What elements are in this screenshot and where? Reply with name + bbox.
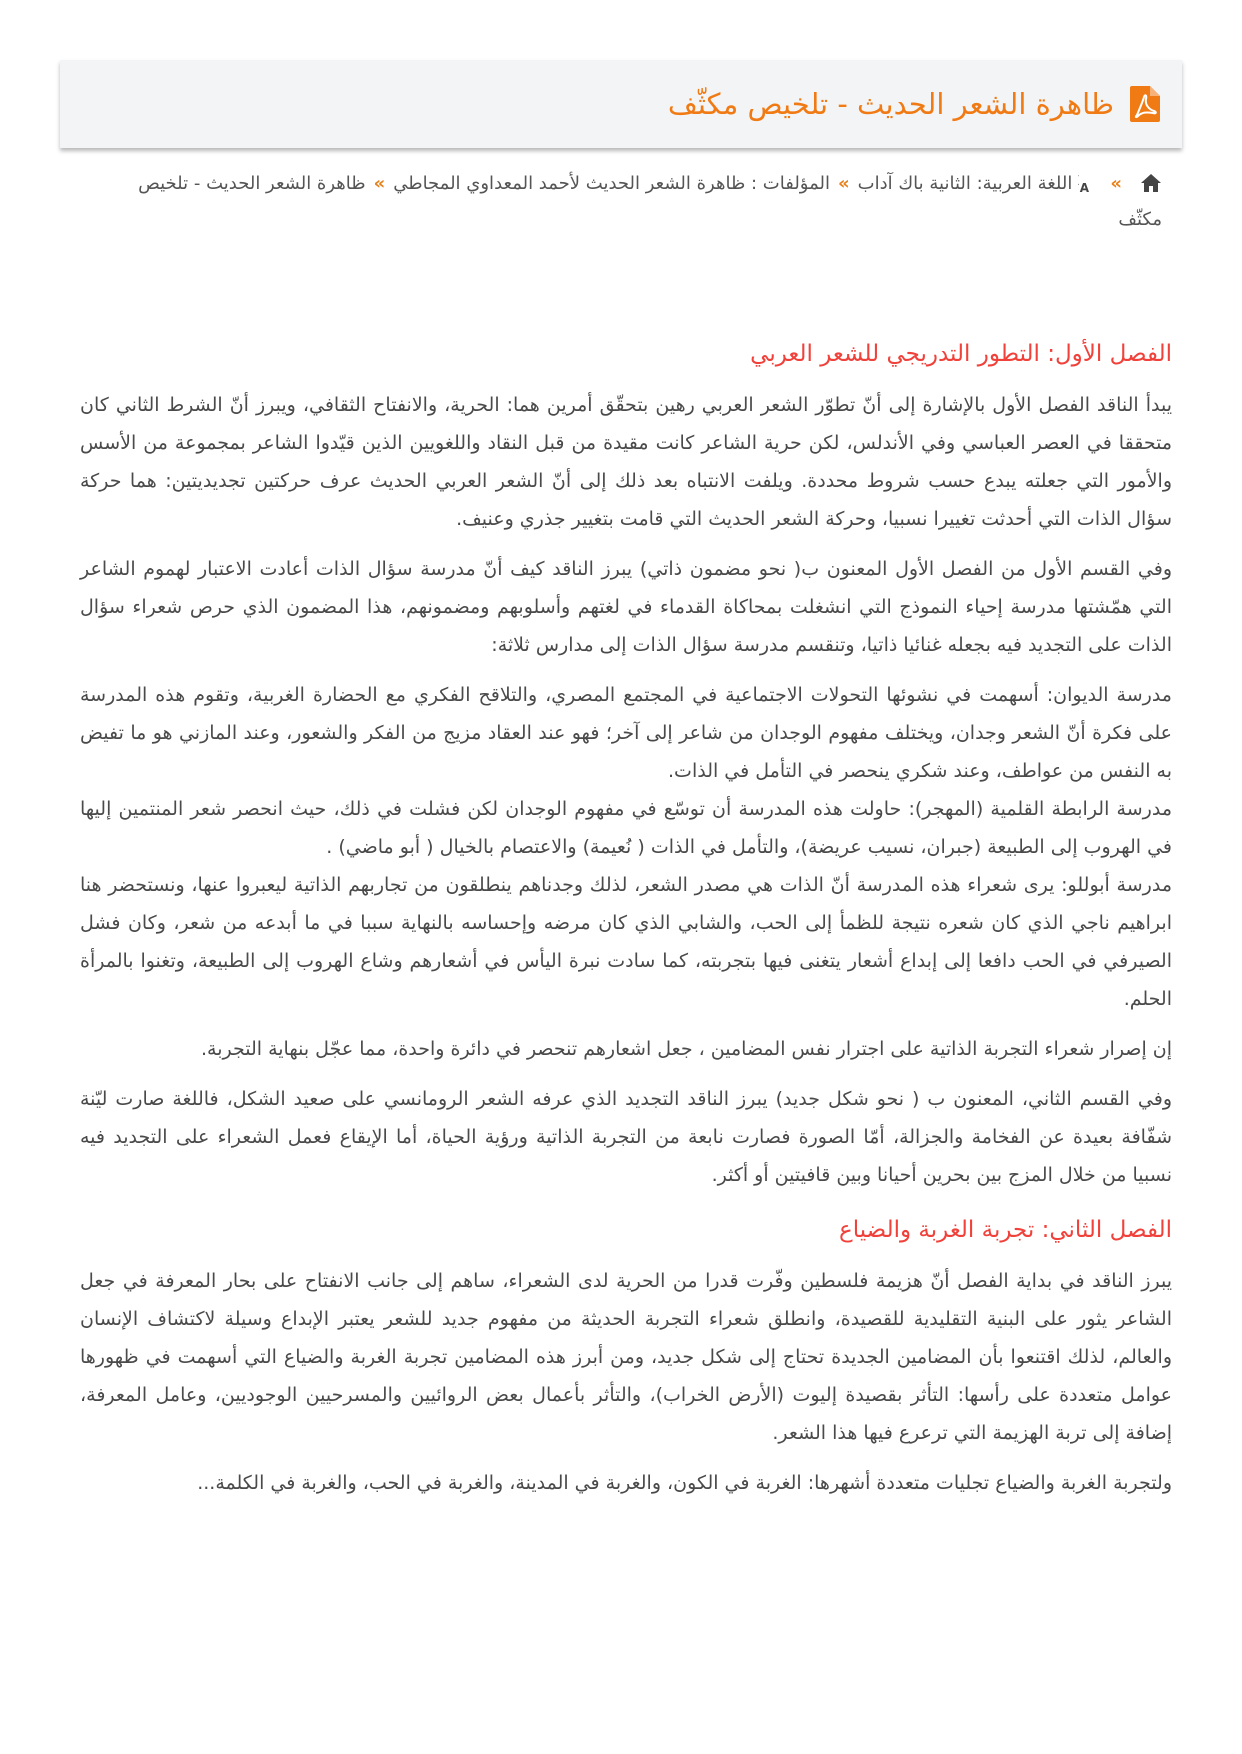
breadcrumb-item-arabic-language[interactable]: اللغة العربية: الثانية باك آداب	[857, 173, 1073, 194]
breadcrumb-item-current: ظاهرة الشعر الحديث - تلخيص مكثّف	[138, 173, 1162, 230]
breadcrumb-item-works[interactable]: المؤلفات : ظاهرة الشعر الحديث لأحمد المعداوي المجاطي	[393, 173, 830, 194]
paragraph: وفي القسم الأول من الفصل الأول المعنون ب( نحو مضمون ذاتي) يبرز الناقد كيف أنّ مدرسة سؤال الذات أعادت الاعتبار لهموم الشاعر التي همّشتها مدرسة إحياء النموذج التي انشغلت بمحاكاة القدماء في لغتهم وأسلوبهم ومضمونهم، هذا المضمون الذي حرص شعراء سؤال الذات على التجديد فيه بجعله غنائيا ذاتيا، وتنقسم مدرسة سؤال الذات إلى مدارس ثلاثة:	[80, 558, 1172, 656]
paragraph: وفي القسم الثاني، المعنون ب ( نحو شكل جديد) يبرز الناقد التجديد الذي عرفه الشعر الرومانسي على صعيد الشكل، فاللغة صارت ليّنة شفّافة بعيدة عن الفخامة والجزالة، أمّا الصورة فصارت نابعة من التجربة الذاتية ورؤية الحياة، أما الإيقاع فعمل الشعراء على التجديد فيه نسبيا من خلال المزج بين بحرين أحيانا وبين قافيتين أو أكثر.	[80, 1088, 1172, 1186]
breadcrumb-separator: »	[838, 173, 850, 194]
breadcrumb-separator: »	[373, 173, 386, 194]
section-title-chapter-1: الفصل الأول: التطور التدريجي للشعر العربي	[750, 341, 1172, 367]
paragraph: ولتجربة الغربة والضياع تجليات متعددة أشهرها: الغربة في الكون، والغربة في المدينة، والغربة في الحب، والغربة في الكلمة...	[197, 1472, 1172, 1494]
paragraph-apollo-school: مدرسة أبوللو: يرى شعراء هذه المدرسة أنّ الذات هي مصدر الشعر، لذلك وجدناهم ينطلقون من تجاربهم الذاتية ليعبروا عنها، ونستحضر هنا ابراهيم ناجي الذي كان شعره نتيجة للظمأ إلى الحب، والشابي الذي كان مرضه وإحساسه بالنهاية سببا في ما أبدعه من شعر، وكان فشل الصيرفي في الحب دافعا إلى إبداع أشعار يتغنى فيها بتجربته، كما سادت نبرة اليأس في أشعارهم وشاع الهروب إلى الطبيعة، وتغنوا بالمرأة الحلم.	[80, 874, 1172, 1010]
paragraph: إن إصرار شعراء التجربة الذاتية على اجترار نفس المضامين ، جعل اشعارهم تنحصر في دائرة واحدة، مما عجّل بنهاية التجربة.	[200, 1038, 1172, 1060]
breadcrumb-separator: »	[1110, 173, 1122, 194]
document-header	[60, 60, 1182, 148]
translate-icon	[1078, 171, 1102, 193]
paragraph: يبدأ الناقد الفصل الأول بالإشارة إلى أنّ تطوّر الشعر العربي رهين بتحقّق أمرين هما: الحرية، والانفتاح الثقافي، ويبرز أنّ الشرط الثاني كان متحققا في العصر العباسي وفي الأندلس، لكن حرية الشاعر كانت مقيدة من قبل النقاد واللغويين الذين قيّدوا الشاعر بمجموعة من الأسس والأمور التي جعلته يبدع حسب شروط محددة. ويلفت الانتباه بعد ذلك إلى أنّ الشعر العربي الحديث عرف حركتين تجديديتين: هما حركة سؤال الذات التي أحدثت تغييرا نسبيا، وحركة الشعر الحديث التي قامت بتغيير جذري وعنيف.	[80, 394, 1172, 530]
breadcrumb	[120, 166, 1162, 238]
svg-text:A: A	[1080, 181, 1090, 193]
paragraph-mahjar-school: مدرسة الرابطة القلمية (المهجر): حاولت هذه المدرسة أن توسّع في مفهوم الوجدان لكن فشلت في ذلك، حيث انحصر شعر المنتمين إليها في الهروب إلى الطبيعة (جبران، نسيب عريضة)، والتأمل في الذات ( نُعيمة) والاعتصام بالخيال ( أبو ماضي) .	[80, 798, 1172, 858]
home-icon[interactable]	[1140, 173, 1162, 193]
paragraph: يبرز الناقد في بداية الفصل أنّ هزيمة فلسطين وفّرت قدرا من الحرية لدى الشعراء، ساهم إلى جانب الانفتاح على بحار المعرفة في جعل الشاعر يثور على البنية التقليدية للقصيدة، وانطلق شعراء التجربة الحديثة من مفهوم جديد للشعر يعتبر الإبداع وسيلة لاكتشاف الإنسان والعالم، لذلك اقتنعوا بأن المضامين الجديدة تحتاج إلى شكل جديد، ومن أبرز هذه المضامين تجربة الغربة والضياع التي أسهمت في ظهورها عوامل متعددة على رأسها: التأثر بقصيدة إليوت (الأرض الخراب)، والتأثر بأعمال بعض الروائيين والمسرحيين الوجوديين، وعامل المعرفة، إضافة إلى تربة الهزيمة التي ترعرع فيها هذا الشعر.	[80, 1270, 1172, 1444]
page-title: ظاهرة الشعر الحديث - تلخيص مكثّف	[667, 87, 1114, 121]
article-content	[80, 330, 1172, 1514]
paragraph-diwan-school: مدرسة الديوان: أسهمت في نشوئها التحولات الاجتماعية في المجتمع المصري، والتلاقح الفكري مع الحضارة الغربية، وتقوم هذه المدرسة على فكرة أنّ الشعر وجدان، ويختلف مفهوم الوجدان من شاعر إلى آخر؛ فهو عند العقاد مزيج من الفكر والشعور، وعند المازني هو ما تفيض به النفس من عواطف، وعند شكري ينحصر في التأمل في الذات.	[80, 684, 1172, 782]
pdf-file-icon	[1130, 86, 1160, 122]
section-title-chapter-2: الفصل الثاني: تجربة الغربة والضياع	[838, 1217, 1172, 1243]
